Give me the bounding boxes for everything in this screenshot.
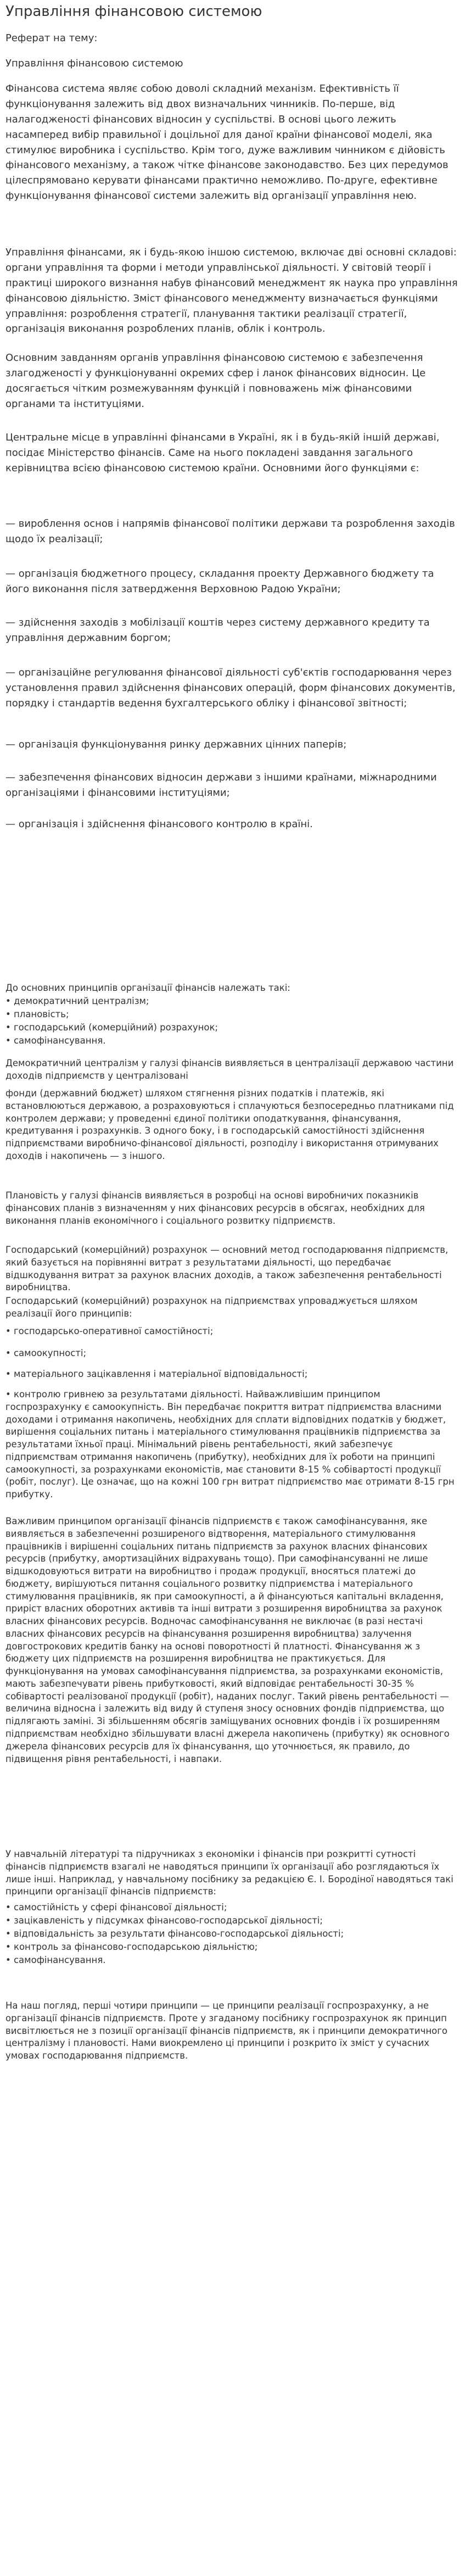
paragraph-text: Демократичний централізм у галузі фінансів виявляється в централізації державою частини доходів підприємств у централізовані [5,1058,454,1081]
paragraph-text: Основним завданням органів управління фінансовою системою є забезпечення злагодженості у функціонуванні окремих сфер і ланок фінансових відносин. Це досягається чітким розмежуванням функцій і повноважень між фінансовими органами та інституціями. [5,352,426,410]
list-item: • самостійність у сфері фінансової діяльності; [5,1902,227,1913]
paragraph-tasks [5,350,459,412]
list-item: • самоокупності; [5,1348,87,1358]
subject-label-block [5,31,459,46]
list-item: • самофінансування. [5,1954,106,1965]
paragraph-ministry [5,430,459,476]
paragraph-commercial-principles [5,1295,459,1320]
commercial-principles-list [5,1347,459,1360]
list-item: • плановість; [5,1008,69,1019]
commercial-principles-list [5,1368,459,1381]
page-title: Управління фінансовою системою [5,3,262,20]
paragraph-text: На наш погляд, перші чотири принципи — це принципи реалізації госпрозрахунку, а не організації фінансів підприємств. Проте у згаданому посібнику госпрозрахунок як принцип висвітлюється не з позиції організації фінансів підприємств, як і принципи демократичного централізму і плановості. Нами виокремлено ці принципи і розкрито їх зміст у сучасних умовах господарювання підприємств. [5,2000,447,2061]
list-item: • господарсько-оперативної самостійності; [5,1326,214,1336]
list-item: • демократичний централізм; [5,995,149,1006]
function-item [5,817,459,832]
function-item [5,516,459,547]
principles-block [5,982,459,1047]
list-item: • контроль за фінансово-господарською діяльністю; [5,1941,258,1952]
list-item: — здійснення заходів з мобілізації коштів через систему державного кредиту та управління державним боргом; [5,617,430,644]
list-item: — організаційне регулювання фінансової діяльності суб'єктів господарювання через установлення правил здійснення фінансових операцій, форм фінансових документів, порядку і стандартів ведення бухгалтерського обліку і фінансової звітності; [5,667,456,709]
list-item: • контролю гривнею за результатами діяльності. Найважливішим принципом госпрозрахунку є самоокупність. Він передбачає покриття витрат підприємства власними доходами і отримання накопичень, необхідних для сплати відповідних податків у бюджет, вирішення соціальних питань і матеріального стимулювання працівників підприємства за результатами їхньої праці. Мінімальний рівень рентабельності, який забезпечує підприємствам отримання накопичень (прибутку), необхідних для їх роботи на принципі самоокупності, за розрахунками економістів, має становити 8-15 % собівартості продукції (робіт, послуг). Це означає, що на кожні 100 грн витрат підприємство має отримати 8-15 грн прибутку. [5,1389,455,1500]
paragraph-text: Господарський (комерційний) розрахунок — основний метод господарювання підприємств, який базується на порівнянні витрат з результатами діяльності, що передбачає відшкодування витрат за рахунок власних доходів, а також забезпечення рентабельності виробництва. [5,1245,449,1293]
list-item: — забезпечення фінансових відносин держави з іншими країнами, міжнародними організаціями і фінансовими інституціями; [5,772,437,799]
list-item: — організація бюджетного процесу, складання проекту Державного бюджету та його виконання після затвердження Верховною Радою України; [5,568,434,595]
paragraph-text: Фінансова система являє собою доволі складний механізм. Ефективність її функціонування залежить від двох визначальних чинників. По-перше, від налагодженості фінансових відносин у суспільстві. В основі цього лежить насамперед вибір правильної і доцільної для даної країни фінансової моделі, яка стимулює виробника і суспільство. Крім того, дуже важливим чинником є дійовість фінансового механізму, а також чітке фінансове законодавство. Без цих передумов цілеспрямовано керувати фінансами практично неможливо. По-друге, ефективне функціонування фінансової системи залежить від організації управління нею. [5,83,449,202]
paragraph-text: фонди (державний бюджет) шляхом стягнення різних податків і платежів, які встановлюються державою, а розраховуються і сплачуються безпосередньо платниками під контролем держави; у проведенні єдиної політики оподаткування, фінансування, кредитування і розрахунків. З одного боку, і в господарській самостійності здійснення підприємствами виробничо-фінансової діяльності, розподілу і використання отримуваних доходів і накопичень — з іншого. [5,1088,454,1161]
subject-title-block [5,56,459,71]
list-item: • матеріального зацікавлення і матеріальної відповідальності; [5,1369,308,1379]
paragraph-self-financing [5,1515,459,1765]
list-item: • самофінансування. [5,1035,106,1046]
function-item [5,665,459,711]
literature-principles-list [5,1901,459,1967]
list-item: • господарський (комерційний) розрахунок; [5,1022,219,1033]
paragraph-democratic [5,1057,459,1083]
function-item [5,737,459,752]
paragraph-text: Господарський (комерційний) розрахунок на підприємствах упроваджується шляхом реалізації його принципів: [5,1296,418,1319]
list-item: — організація функціонування ринку державних цінних паперів; [5,739,347,750]
paragraph-text: Важливим принципом організації фінансів підприємств є також самофінансування, яке виявляється в забезпеченні розширеного відтворення, матеріального стимулювання працівників і вирішенні соціальних питань підприємств за рахунок власних фінансових ресурсів (прибутку, амортизаційних відрахувань тощо). При самофінансуванні не лише відшкодовуються витрати на виробництво і продаж продукції, вносяться платежі до бюджету, вирішуються питання соціального розвитку підприємства і матеріального стимулювання працівників, як при самоокупності, а й фінансуються капітальні вкладення, приріст власних оборотних активів та інші витрати з розширення виробництва за рахунок власних фінансових ресурсів. Водночас самофінансування не виключає (в разі нестачі власних фінансових ресурсів на фінансування розширення виробництва) залучення довгострокових кредитів банку на основі поворотності й платності. Фінансування ж з бюджету цих підприємств на розширення виробництва не практикується. Для функціонування на умовах самофінансування підприємства, за розрахунками економістів, мають забезпечувати рівень прибутковості, який відповідає рентабельності 30-35 % собівартості реалізованої продукції (робіт), наданих послуг. Такий рівень рентабельності — величина відносна і залежить від виду й ступеня зносу основних фондів підприємства, що підлягають заміні. Зі збільшенням обсягів заміщуваних основних фондів і їх розширенням підприємствам необхідно збільшувати власні джерела накопичень (прибутку) як основного джерела фінансових ресурсів для їх фінансування, що уточнюється, як правило, до підвищення рівня рентабельності, і навпаки. [5,1516,450,1764]
list-item: • зацікавленість у підсумках фінансово-господарської діяльності; [5,1915,323,1926]
paragraph-text: Управління фінансами, як і будь-якою іншою системою, включає дві основні складові: органи управління та форми і методи управлінської діяльності. У світовій теорії і практиці широкого визнання набув фінансовий менеджмент як наука про управління фінансовою діяльністю. Зміст фінансового менеджменту визначається функціями управління: розроблення стратегії, планування тактики реалізації стратегії, організація виконання розроблених планів, облік і контроль. [5,247,458,335]
commercial-principles-list [5,1325,459,1338]
function-item [5,770,459,801]
paragraph-text: У навчальній літературі та підручниках з економіки і фінансів при розкритті сутності фінансів підприємств взагалі не наводяться принципи їх організації або розглядаються їх лише інші. Наприклад, у навчальному посібнику за редакцією Є. І. Бородіної наводяться такі принципи організації фінансів підприємств: [5,1849,453,1897]
list-item: — вироблення основ і напрямів фінансової політики держави та розроблення заходів щодо їх реалізації; [5,518,455,545]
paragraph-organs [5,245,459,337]
paragraph-commercial [5,1244,459,1294]
principles-intro: До основних принципів організації фінансів належать такі: [5,983,290,993]
paragraph-literature [5,1848,459,1898]
commercial-principles-list [5,1389,459,1501]
function-item [5,615,459,646]
paragraph-conclusion [5,2000,459,2062]
list-item: • відповідальність за результати фінансово-господарської діяльності; [5,1928,344,1939]
paragraph-intro [5,81,459,204]
paragraph-text: Плановість у галузі фінансів виявляється в розробці на основі виробничих показників фінансових планів з визначенням у них фінансових ресурсів в обсягах, необхідних для виконання планів економічного і соціального розвитку підприємств. [5,1190,425,1226]
paragraph-text: Центральне місце в управлінні фінансами в Україні, як і в будь-якій іншій державі, посідає Міністерство фінансів. Саме на нього покладені завдання загального керівництва всією фінансовою системою країни. Основними його функціями є: [5,432,440,474]
paragraph-democratic-continued [5,1088,459,1163]
list-item: — організація і здійснення фінансового контролю в країні. [5,818,313,830]
subject-title: Управління фінансовою системою [5,58,183,69]
paragraph-planning [5,1190,459,1227]
subject-label: Реферат на тему: [5,32,98,44]
function-item [5,566,459,597]
